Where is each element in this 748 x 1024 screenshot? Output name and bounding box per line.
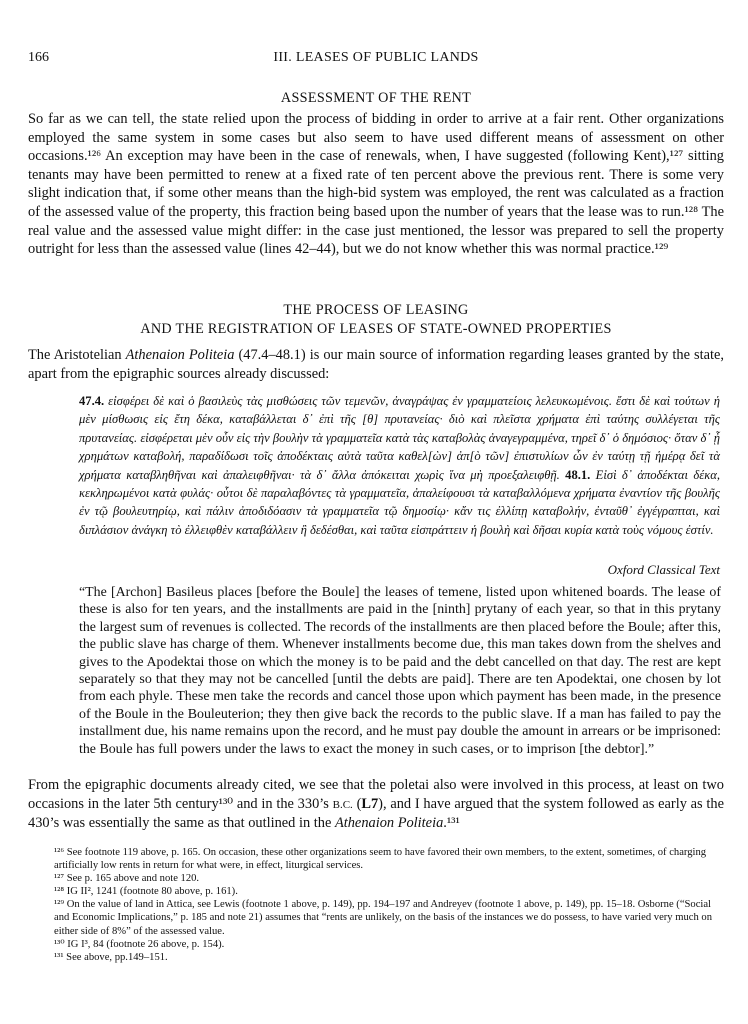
footnote: ¹³⁰ IG I³, 84 (footnote 26 above, p. 154). <box>54 938 225 950</box>
epigraphic-paragraph <box>28 776 724 833</box>
greek-text-part-1: εἰσφέρει δὲ καὶ ὁ βασιλεὺς τὰς μισθώσεις τῶν τεμενῶν, ἀναγράψας ἐν γραμματείοις λελευκωμένοις. ἔστι δὲ καὶ τούτων ἡ μὲν μίσθωσις εἰς ἔτη δέκα, καταβάλλεται δ᾽ ἐπὶ τῆς [θ] πρυτανείας· διὸ καὶ πλεῖστα χρήματα ἐπὶ ταύτης συλλέγεται τῆς πρυτανείας. εἰσφέρεται μὲν οὖν εἰς τὴν βουλὴν τὰ γραμματεῖα κατὰ τὰς καταβολὰς ἀναγεγραμμένα, τηρεῖ δ᾽ ὁ δημόσιος· ὅταν δ᾽ ᾖ χρημάτων καταβολή, παραδίδωσι τοῖς ἀποδέκταις αὐτὰ ταῦτα καθελ[ὼν] ἀπ[ὸ τῶν] ἐπιστυλίων ὧν ἐν ταύτῃ τῇ ἡμέρᾳ δεῖ τὰ χρήματα καταβληθῆναι καὶ ἀπαλειφθῆναι· τὰ δ᾽ ἄλλα ἀπόκειται χωρὶς ἵνα μὴ προεξαλειφθῇ. <box>79 394 720 482</box>
paragraph-text: .¹³¹ <box>443 815 460 832</box>
running-title: III. LEASES OF PUBLIC LANDS <box>273 50 479 65</box>
footnote: ¹³¹ See above, pp.149–151. <box>54 951 168 963</box>
greek-citation <box>79 392 720 539</box>
greek-section-number: 47.4. <box>79 394 105 408</box>
greek-section-number: 48.1. <box>565 467 591 482</box>
source-attribution: Oxford Classical Text <box>607 562 720 577</box>
assessment-paragraph: So far as we can tell, the state relied upon the process of bidding in order to arrive at a fair rent. Other organizations employed the same system in some cases but also seem to have used different means of assessment on other occasions.¹²⁶ An exception may have been in the case of renewals, when, I have suggested (following Kent),¹²⁷ sitting tenants may have been permitted to renew at a fixed rate of ten percent above the previous rent. There is some very slight indication that, if some other means than the high-bid system was employed, the rent was calculated as a fraction of the assessed value of the property, this fraction being based upon the number of years that the lease was to run.¹²⁸ The real value and the assessed value might differ: in the case just mentioned, the lessor was prepared to sell the property outright for less than the assessed value (lines 42–44), but we do not know whether this was normal practice.¹²⁹ <box>28 111 724 258</box>
work-title: Athenaion Politeia <box>125 347 235 363</box>
translation-quote: “The [Archon] Basileus places [before the Boule] the leases of temene, listed upon whitened boards. The lease of these is also for ten years, and the installments are paid in the [ninth] prytany of each year, so that in this prytany the largest sum of revenues is collected. The records of the installments are then placed before the Boule; after this, the public slave has charge of them. Whenever installments become due, this man takes down from the shelves and gives to the Apodektai those on which the money is to be paid and the debt cancelled on that day. The rest are kept separately so that they may not be cancelled [until the debts are paid]. There are ten Apodektai, one chosen by lot from each phyle. These men take the records and cancel those upon which payment has been made, in the presence of the Boule in the Bouleuterion; they then give back the records to the public slave. If a man has failed to pay the installment due, his name remains upon the record, and he must pay double the amount in arrears or be imprisoned: the Boule has full powers under the laws to exact the money in such cases, or to imprison [the debtor].” <box>79 585 721 757</box>
intro-text-post: (47.4–48.1) is our main source of information regarding leases granted by the state, apart from the epigraphic sources already discussed: <box>28 347 724 382</box>
section-heading-assessment: ASSESSMENT OF THE RENT <box>280 90 472 106</box>
footnote: ¹²⁹ On the value of land in Attica, see Lewis (footnote 1 above, p. 149), pp. 194–197 and Andreyev (footnote 1 above, p. 149), pp. 15–18. Osborne (“Social and Economic Implications,” p. 185 and note 21) assumes that “rents are unlikely, on the basis of the instances we do possess, to have varied very much on either side of 8%” of the assessed value. <box>54 899 713 937</box>
section-heading-line-1: THE PROCESS OF LEASING <box>283 302 469 318</box>
paragraph-text: From the epigraphic documents already cited, we see that the poletai also were involved in this process, at least on two occasions in the later 5th century¹³⁰ and in the 330’s <box>28 777 724 812</box>
process-intro-paragraph <box>28 346 724 383</box>
page-number: 166 <box>28 50 49 65</box>
paragraph-text: ), and I have argued that the system followed as early as the 430’s was essentially the same as that outlined in the <box>28 795 724 832</box>
document-reference: L7 <box>361 795 379 812</box>
footnote: ¹²⁷ See p. 165 above and note 120. <box>54 873 200 885</box>
intro-text-pre: The Aristotelian <box>28 347 126 363</box>
work-title: Athenaion Politeia <box>334 815 444 832</box>
footnotes <box>54 846 722 964</box>
footnote: ¹²⁶ See footnote 119 above, p. 165. On occasion, these other organizations seem to have favored their own members, to the extent, sometimes, of charging artificially low rents in return for what were, in effect, liturgical services. <box>54 847 707 872</box>
section-heading-line-2: AND THE REGISTRATION OF LEASES OF STATE-OWNED PROPERTIES <box>140 321 612 337</box>
footnote: ¹²⁸ IG II², 1241 (footnote 80 above, p. 161). <box>54 886 238 898</box>
running-header <box>28 50 724 68</box>
section-heading-process <box>28 301 724 339</box>
greek-text-part-2: Εἰσὶ δ᾽ ἀποδέκται δέκα, κεκληρωμένοι κατὰ φυλάς· οὗτοι δὲ παραλαβόντες τὰ γραμματεῖα, ἀπαλείφουσι τὰ καταβαλλόμενα χρήματα ἐναντίον τῆς βουλῆς ἐν τῷ βουλευτηρίῳ, καὶ πάλιν ἀποδιδόασιν τὰ γραμματεῖα τῷ δημοσίῳ· κἄν τις ἐλλίπῃ καταβολήν, ἐνταῦθ᾽ ἐγγέγραπται, καὶ διπλάσιον ἀνάγκη τὸ ἐλλειφθὲν καταβάλλειν ἢ δεδέσθαι, καὶ ταῦτα εἰσπράττειν ἡ βουλὴ καὶ δῆσαι κυρία κατὰ τοὺς νόμους ἐστίν. <box>79 467 721 537</box>
era-abbreviation: B.C. <box>332 798 353 811</box>
paragraph-text: ( <box>352 795 362 812</box>
